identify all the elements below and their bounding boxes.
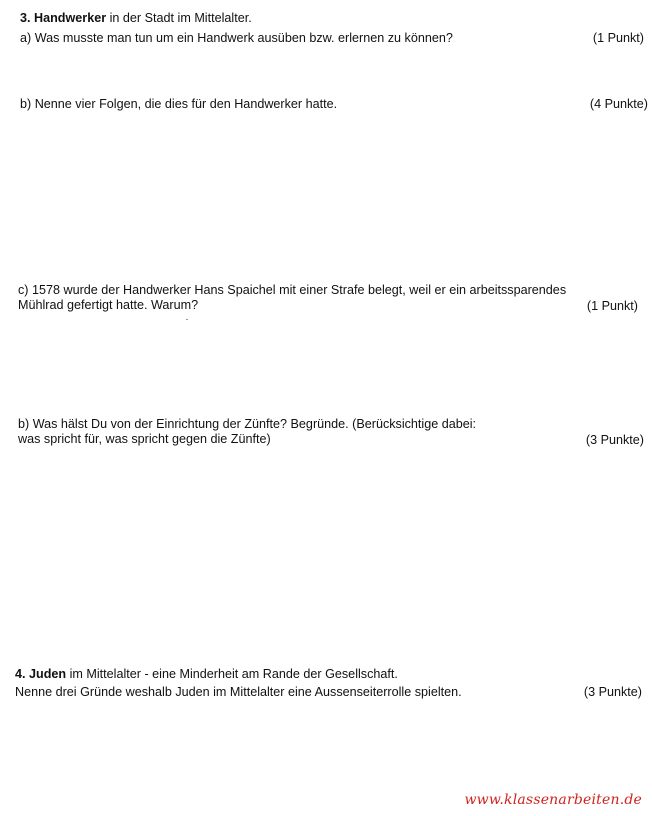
q3d-line2: was spricht für, was spricht gegen die Zünfte)	[18, 432, 271, 446]
scan-speck	[186, 319, 188, 320]
q3a-text: a) Was musste man tun um ein Handwerk ausüben bzw. erlernen zu können?	[20, 31, 453, 45]
q4-text: Nenne drei Gründe weshalb Juden im Mittelalter eine Aussenseiterrolle spielten.	[15, 685, 462, 699]
q3c-line1: c) 1578 wurde der Handwerker Hans Spaichel mit einer Strafe belegt, weil er ein arbeitssparendes	[18, 283, 567, 297]
q3b-text: b) Nenne vier Folgen, die dies für den Handwerker hatte.	[20, 97, 338, 111]
q3a-points: (1 Punkt)	[592, 31, 644, 45]
q3d-line1: b) Was hälst Du von der Einrichtung der Zünfte? Begründe. (Berücksichtige dabei:	[18, 417, 477, 431]
q3d-points: (3 Punkte)	[585, 433, 644, 447]
q4-title-rest: im Mittelalter - eine Minderheit am Rande der Gesellschaft.	[66, 667, 398, 681]
watermark: www.klassenarbeiten.de	[464, 792, 642, 808]
q4-heading	[15, 667, 398, 682]
q3-heading	[20, 11, 252, 26]
q4-number: 4.	[15, 667, 26, 681]
q3b-points: (4 Punkte)	[589, 97, 648, 111]
q4-points: (3 Punkte)	[583, 685, 642, 699]
q3-title-bold: Handwerker	[34, 11, 107, 25]
q3-number: 3.	[20, 11, 31, 25]
q4-title-bold: Juden	[29, 667, 67, 681]
q3c-points: (1 Punkt)	[586, 299, 638, 313]
q3c-line2: Mühlrad gefertigt hatte. Warum?	[18, 298, 199, 312]
q3-title-rest: in der Stadt im Mittelalter.	[106, 11, 252, 25]
